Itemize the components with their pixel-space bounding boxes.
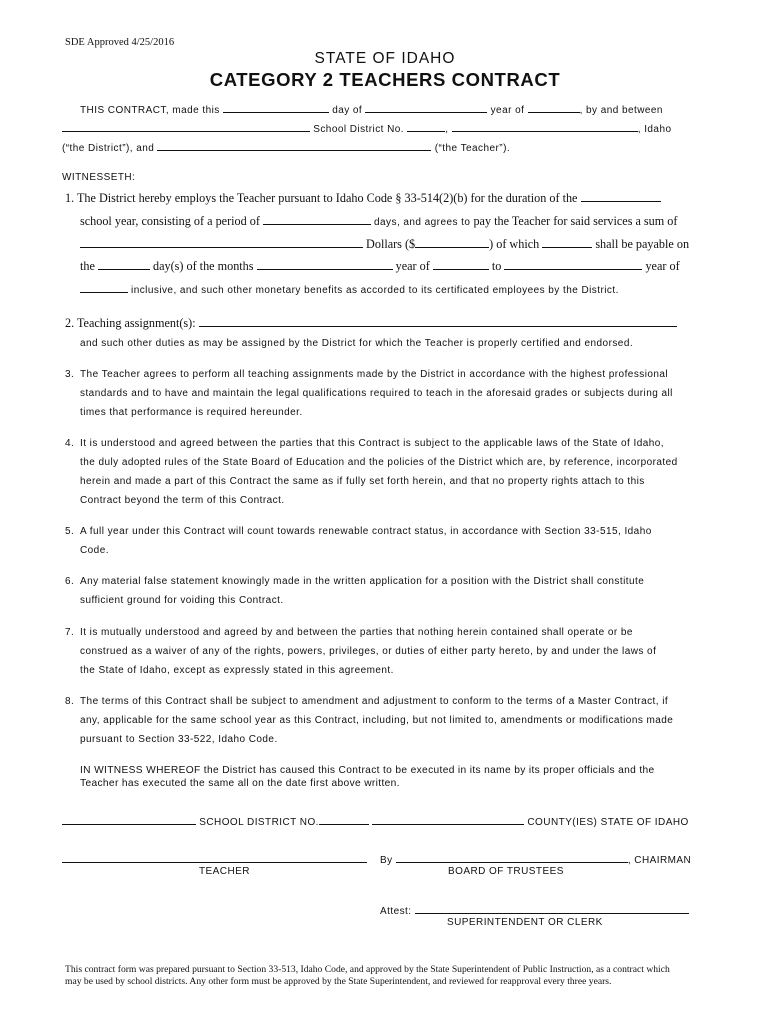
school-year-blank[interactable] (581, 192, 661, 202)
clause-1-dollars: Dollars ($ (366, 237, 416, 251)
attest-row (380, 904, 689, 917)
end-month-blank[interactable] (504, 260, 642, 270)
district-number-blank[interactable] (407, 122, 445, 132)
sig-teacher-label: TEACHER (199, 866, 250, 877)
clause-3-line-1: The Teacher agrees to perform all teaching assignments made by the District in accordance with the highest professional (80, 369, 669, 380)
clause-5-line-1: A full year under this Contract will count towards renewable contract status, in accordance with Section 33-515, Idaho (80, 526, 652, 537)
clause-3-line-2: standards and to have and maintain the legal qualifications required to teach in the aforesaid grades or subjects during all (80, 388, 673, 399)
clause-2-label: Teaching assignment(s): (76, 316, 196, 330)
clause-1-line-1 (65, 191, 661, 206)
clause-1-inclusive: inclusive, and such other monetary benefits as accorded to its certificated employees by the District. (131, 285, 619, 296)
clause-number: 8. (65, 696, 75, 707)
months-blank[interactable] (257, 260, 393, 270)
period-days-blank[interactable] (263, 215, 371, 225)
intro-year-of: year of (490, 105, 525, 116)
intro-line-3 (62, 141, 510, 154)
clause-1-days-of-months: day(s) of the months (152, 259, 254, 273)
clause-1-pay-sum: pay the Teacher for said services a sum of (473, 214, 678, 228)
district-name-blank[interactable] (62, 122, 310, 132)
clause-7-line-2: construed as a waiver of any of the rights, powers, privileges, or duties of either party hereto, by and under the laws of (80, 646, 657, 657)
clause-1-year-of-2: year of (645, 259, 680, 273)
clause-number: 3. (65, 369, 75, 380)
state-heading (0, 50, 770, 68)
clause-4-line-2: the duly adopted rules of the State Board of Education and the policies of the District which are, by reference, incorporated (80, 457, 678, 468)
district-location-blank[interactable] (452, 122, 638, 132)
sig-district-number-blank[interactable] (319, 815, 369, 825)
clause-6-line-1: Any material false statement knowingly made in the written application for a position with the District shall constitute (80, 576, 645, 587)
clause-8-line-2: any, applicable for the same school year as this Contract, including, but not limited to, amendments or modifications made (80, 715, 674, 726)
clause-2-line-1 (65, 316, 677, 331)
clause-number: 1. (65, 191, 75, 205)
clause-1-line-3 (80, 237, 689, 252)
intro-line-2: School District No. , , Idaho (62, 122, 671, 135)
day-blank[interactable] (223, 103, 329, 113)
witnesseth-label: WITNESSETH: (62, 172, 136, 183)
teacher-signature-row (62, 853, 367, 866)
clause-number: 7. (65, 627, 75, 638)
clause-4-line-4: Contract beyond the term of this Contract. (80, 495, 285, 506)
sig-by: By (380, 855, 393, 866)
clause-1-line-4 (80, 259, 680, 274)
clause-1-year-of: year of (395, 259, 430, 273)
title-wrap (0, 69, 770, 91)
clause-number: 2. (65, 316, 75, 330)
district-signature-row (62, 815, 689, 828)
salary-words-blank[interactable] (80, 238, 363, 248)
sig-district-name-blank[interactable] (62, 815, 196, 825)
month-blank[interactable] (365, 103, 487, 113)
sig-county-state: COUNTY(IES) STATE OF IDAHO (527, 817, 689, 828)
chairman-signature-line[interactable] (396, 853, 628, 863)
footer-line-2: may be used by school districts. Any other form must be approved by the State Superintendent, and reviewed for reapproval every three years. (65, 976, 612, 987)
footer-line-1: This contract form was prepared pursuant to Section 33-513, Idaho Code, and approved by the State Superintendent of Public Instruction, as a contract which (65, 964, 670, 975)
installment-blank[interactable] (542, 238, 592, 248)
sig-chairman: , CHAIRMAN (627, 855, 692, 866)
year-blank[interactable] (528, 103, 580, 113)
intro-by-and-between: , by and between (579, 105, 663, 116)
clause-7-line-3: the State of Idaho, except as expressly stated in this agreement. (80, 665, 394, 676)
teaching-assignment-blank[interactable] (199, 317, 677, 327)
intro-the-district: (“the District”), and (62, 143, 155, 154)
sig-superintendent-label: SUPERINTENDENT OR CLERK (447, 917, 603, 928)
intro-school-district-no: School District No. (313, 124, 405, 135)
intro-day-of: day of (332, 105, 363, 116)
teacher-signature-line[interactable] (62, 853, 367, 863)
clause-4-line-1: It is understood and agreed between the parties that this Contract is subject to the applicable laws of the State of Idaho, (80, 438, 665, 449)
salary-amount-blank[interactable] (415, 238, 489, 248)
approval-note: SDE Approved 4/25/2016 (65, 37, 175, 48)
page-title: CATEGORY 2 TEACHERS CONTRACT (209, 69, 561, 90)
teacher-name-blank[interactable] (157, 141, 431, 151)
clause-1-days-agrees-a: days, and agrees to (374, 217, 471, 228)
clause-1-line-5 (80, 282, 619, 297)
state-heading-text: STATE OF IDAHO (314, 50, 456, 67)
clause-number: 6. (65, 576, 75, 587)
sig-county-blank[interactable] (372, 815, 524, 825)
chairman-signature-row (380, 853, 691, 866)
clause-7-line-1: It is mutually understood and agreed by and between the parties that nothing herein contained shall operate or be (80, 627, 633, 638)
end-year-blank[interactable] (80, 283, 128, 293)
intro-the-teacher: (“the Teacher”). (434, 143, 511, 154)
clause-4-line-3: herein and made a part of this Contract the same as if fully set forth herein, and that no property rights attach to this (80, 476, 645, 487)
clause-1-text-1: The District hereby employs the Teacher pursuant to Idaho Code § 33-514(2)(b) for the duration of the (76, 191, 578, 205)
clause-1-to: to (491, 259, 502, 273)
witness-line-1: IN WITNESS WHEREOF the District has caused this Contract to be executed in its name by its proper officials and the (80, 765, 655, 776)
witness-line-2: Teacher has executed the same all on the date first above written. (80, 778, 400, 789)
clause-number: 5. (65, 526, 75, 537)
clause-1-school-year: school year, consisting of a period of (80, 214, 260, 228)
clause-1-payable-on: shall be payable on (595, 237, 690, 251)
clause-8-line-3: pursuant to Section 33-522, Idaho Code. (80, 734, 278, 745)
clause-1-of-which: ) of which (489, 237, 540, 251)
attest-signature-line[interactable] (415, 904, 689, 914)
intro-made-this: THIS CONTRACT, made this (80, 105, 220, 116)
sig-board-label: BOARD OF TRUSTEES (448, 866, 564, 877)
clause-1-line-2 (80, 214, 677, 229)
clause-8-line-1: The terms of this Contract shall be subject to amendment and adjustment to conform to the terms of a Master Contract, if (80, 696, 669, 707)
clause-number: 4. (65, 438, 75, 449)
sig-attest: Attest: (380, 906, 412, 917)
clause-6-line-2: sufficient ground for voiding this Contract. (80, 595, 284, 606)
clause-1-the: the (80, 259, 95, 273)
clause-3-line-3: times that performance is required hereunder. (80, 407, 303, 418)
intro-line-1 (80, 103, 663, 116)
pay-day-blank[interactable] (98, 260, 150, 270)
start-year-blank[interactable] (433, 260, 489, 270)
sig-school-district-no: SCHOOL DISTRICT NO. (199, 817, 319, 828)
intro-idaho: , Idaho (637, 124, 672, 135)
clause-5-line-2: Code. (80, 545, 109, 556)
clause-2-line-2: and such other duties as may be assigned by the District for which the Teacher is properly certified and endorsed. (80, 338, 634, 349)
